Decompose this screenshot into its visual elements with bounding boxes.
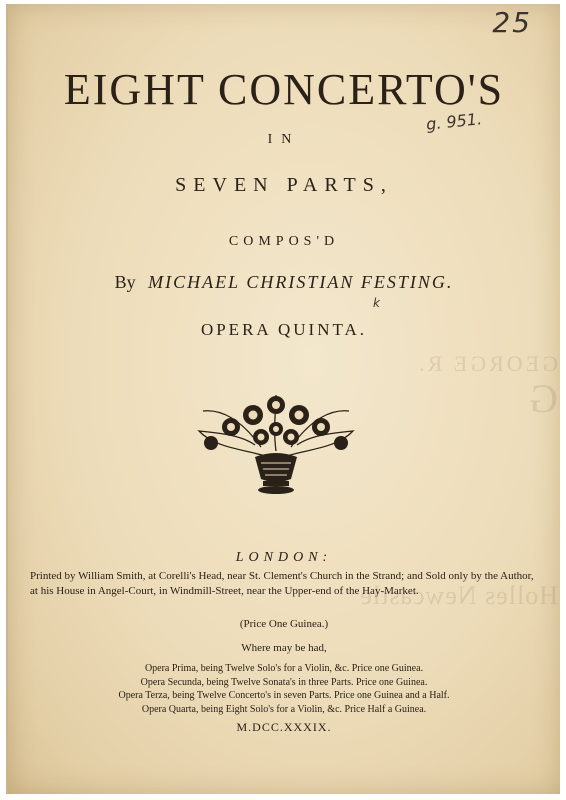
bleed-heading: GEORGE R.: [416, 351, 558, 376]
imprint-date: M.DCC.XXXIX.: [236, 720, 332, 734]
flower-basket-ornament-icon: [191, 389, 361, 497]
composer-line: [8, 272, 560, 293]
title-page: [6, 4, 560, 794]
composer-name: MICHAEL CHRISTIAN FESTING.: [148, 272, 454, 292]
title-seven-parts: SEVEN PARTS,: [175, 174, 393, 196]
other-works-list: [8, 662, 560, 716]
title-in: IN: [267, 132, 301, 147]
bleed-through-text: [338, 349, 558, 689]
handwritten-call-number: g. 951.: [425, 109, 483, 134]
list-item: Opera Terza, being Twelve Concerto's in seven Parts. Price one Guinea and a Half.: [118, 690, 450, 701]
by-label: By: [114, 272, 136, 292]
bleed-strip: Holles Newcastle: [359, 581, 558, 610]
handwritten-mark: k: [373, 296, 380, 310]
bleed-initial: G: [529, 376, 558, 421]
main-title: EIGHT CONCERTO'S: [63, 65, 505, 114]
list-item: Opera Prima, being Twelve Solo's for a Violin, &c. Price one Guinea.: [144, 663, 424, 674]
title-composd: COMPOS'D: [228, 234, 340, 249]
list-item: Opera Secunda, being Twelve Sonata's in three Parts. Price one Guinea.: [140, 676, 428, 688]
imprint-where: Where may be had,: [241, 642, 327, 654]
imprint-price: (Price One Guinea.): [239, 618, 329, 630]
handwritten-page-number: 25: [492, 6, 532, 39]
imprint-printer: Printed by William Smith, at Corelli's Head, near St. Clement's Church in the Strand; and Sold only by the Author, at his House in Angel-Court, in Windmill-Street, near the Upper-end of the Hay-Market.: [30, 570, 534, 597]
list-item: Opera Quarta, being Eight Solo's for a Violin, &c. Price Half a Guinea.: [141, 703, 427, 715]
opus-number: OPERA QUINTA.: [200, 320, 368, 339]
imprint-city: LONDON:: [235, 550, 333, 565]
